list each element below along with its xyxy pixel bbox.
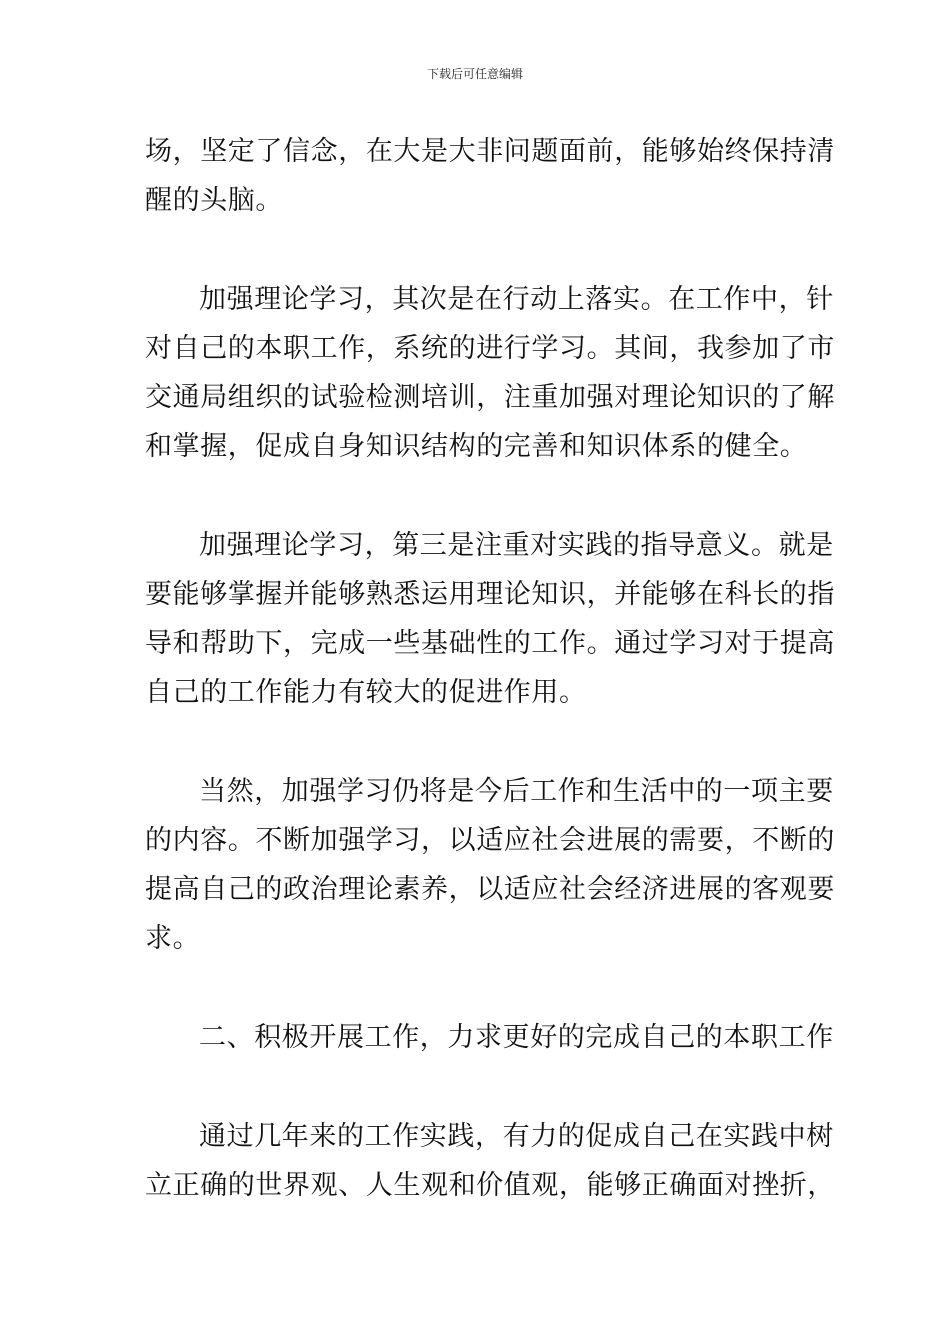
heading-line: 二、积极开展工作，力求更好的完成自己的本职工作	[199, 1022, 834, 1053]
text-line: 当然，加强学习仍将是今后工作和生活中的一项主要	[199, 776, 834, 807]
text-line: 和掌握，促成自身知识结构的完善和知识体系的健全。	[145, 431, 808, 462]
text-line: 提高自己的政治理论素养，以适应社会经济进展的客观要	[145, 874, 835, 905]
paragraph-spacer	[145, 471, 810, 521]
text-line: 自己的工作能力有较大的促进作用。	[145, 677, 587, 708]
paragraph-spacer	[145, 225, 810, 275]
paragraph-spacer	[145, 717, 810, 767]
paragraph-spacer	[145, 963, 810, 1013]
section-heading	[145, 1013, 834, 1062]
document-body	[145, 127, 835, 1210]
text-line: 场，坚定了信念，在大是大非问题面前，能够始终保持清	[145, 136, 835, 167]
paragraph	[145, 275, 835, 471]
text-line: 加强理论学习，其次是在行动上落实。在工作中，针	[199, 284, 834, 315]
text-line: 通过几年来的工作实践，有力的促成自己在实践中树	[199, 1121, 834, 1152]
paragraph	[145, 1112, 835, 1210]
paragraph	[145, 521, 835, 717]
text-line: 的内容。不断加强学习，以适应社会进展的需要，不断的	[145, 825, 835, 856]
paragraph	[145, 767, 835, 963]
text-line: 交通局组织的试验检测培训，注重加强对理论知识的了解	[145, 382, 835, 413]
page-header: 下载后可任意编辑	[426, 67, 523, 81]
text-line: 对自己的本职工作，系统的进行学习。其间，我参加了市	[145, 333, 835, 364]
text-line: 要能够掌握并能够熟悉运用理论知识，并能够在科长的指	[145, 579, 835, 610]
text-line: 加强理论学习，第三是注重对实践的指导意义。就是	[199, 530, 834, 561]
paragraph	[145, 127, 835, 225]
text-line: 导和帮助下，完成一些基础性的工作。通过学习对于提高	[145, 628, 835, 659]
text-line: 醒的头脑。	[145, 185, 283, 216]
text-line: 求。	[145, 923, 201, 954]
paragraph-spacer	[145, 1062, 810, 1112]
text-line: 立正确的世界观、人生观和价值观，能够正确面对挫折，	[145, 1170, 835, 1201]
